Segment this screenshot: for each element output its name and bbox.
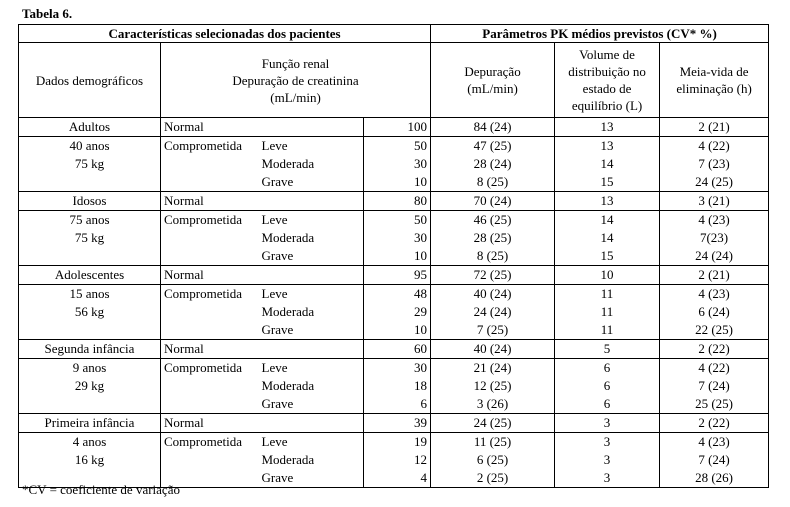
table-row — [19, 340, 769, 359]
header-volume-distribution: Volume de distribuição no estado de equilíbrio (L) — [555, 43, 660, 118]
half-life-value-column — [660, 433, 769, 488]
group-name: Adultos — [19, 118, 161, 137]
volume-value-column — [555, 285, 660, 340]
group-name: Idosos — [19, 192, 161, 211]
severity-label: Grave — [261, 322, 294, 337]
severity-label-column — [259, 433, 364, 488]
clearance-value-column — [431, 285, 555, 340]
clearance-value-column — [431, 433, 555, 488]
severity-label: Grave — [261, 396, 294, 411]
clearance-value: 24 (25) — [431, 414, 555, 433]
creatinine-clearance: 10 — [414, 248, 428, 263]
severity-empty — [259, 266, 364, 285]
half-life-value-column — [660, 137, 769, 192]
clearance-value: 12 (25) — [473, 378, 512, 393]
severity-empty — [259, 118, 364, 137]
demographics — [19, 211, 161, 266]
half-life-value: 4 (23) — [698, 286, 730, 301]
volume-value: 6 — [603, 378, 611, 393]
half-life-value: 2 (22) — [660, 340, 769, 359]
severity-label: Grave — [261, 174, 294, 189]
volume-value: 15 — [600, 248, 614, 263]
renal-status-impaired: Comprometida — [161, 433, 259, 488]
clearance-value: 46 (25) — [473, 212, 512, 227]
creatinine-clearance-column — [364, 137, 431, 192]
severity-label: Grave — [261, 470, 294, 485]
volume-value: 6 — [603, 396, 611, 411]
demographic-line: 75 kg — [74, 230, 105, 245]
demographic-line: 9 anos — [72, 360, 107, 375]
renal-status-normal: Normal — [161, 192, 259, 211]
clearance-value: 8 (25) — [476, 174, 509, 189]
header-patient-characteristics: Características selecionadas dos pacientes — [19, 25, 431, 43]
clearance-value: 24 (24) — [473, 304, 512, 319]
volume-value: 14 — [600, 156, 614, 171]
volume-value: 5 — [555, 340, 660, 359]
half-life-value: 7 (23) — [698, 156, 730, 171]
creatinine-clearance: 6 — [420, 396, 428, 411]
severity-label: Moderada — [261, 452, 315, 467]
half-life-value-column — [660, 285, 769, 340]
creatinine-clearance-column — [364, 211, 431, 266]
demographic-line: 4 anos — [72, 434, 107, 449]
creatinine-clearance: 4 — [420, 470, 428, 485]
volume-value: 3 — [603, 434, 611, 449]
demographics — [19, 285, 161, 340]
half-life-value: 2 (22) — [660, 414, 769, 433]
half-life-value: 6 (24) — [698, 304, 730, 319]
demographic-line: 40 anos — [69, 138, 110, 153]
creatinine-clearance: 60 — [364, 340, 431, 359]
table-row — [19, 414, 769, 433]
severity-label: Leve — [261, 434, 288, 449]
header-pk-parameters: Parâmetros PK médios previstos (CV* %) — [431, 25, 769, 43]
severity-label: Moderada — [261, 230, 315, 245]
clearance-value: 84 (24) — [431, 118, 555, 137]
demographics — [19, 433, 161, 488]
half-life-value: 4 (23) — [698, 212, 730, 227]
volume-value: 11 — [600, 304, 614, 319]
clearance-value: 2 (25) — [476, 470, 509, 485]
renal-status-normal: Normal — [161, 340, 259, 359]
clearance-value-column — [431, 137, 555, 192]
volume-value: 14 — [600, 212, 614, 227]
table-row — [19, 118, 769, 137]
half-life-value: 7 (24) — [698, 378, 730, 393]
half-life-value: 24 (24) — [695, 248, 734, 263]
renal-status-impaired: Comprometida — [161, 359, 259, 414]
renal-status-impaired: Comprometida — [161, 285, 259, 340]
clearance-value: 3 (26) — [476, 396, 509, 411]
half-life-value: 2 (21) — [660, 266, 769, 285]
half-life-value: 22 (25) — [695, 322, 734, 337]
volume-value: 15 — [600, 174, 614, 189]
half-life-value: 3 (21) — [660, 192, 769, 211]
creatinine-clearance-column — [364, 285, 431, 340]
table-row — [19, 266, 769, 285]
clearance-value: 40 (24) — [473, 286, 512, 301]
table-row — [19, 211, 769, 266]
creatinine-clearance: 10 — [414, 174, 428, 189]
creatinine-clearance: 30 — [414, 156, 428, 171]
volume-value: 3 — [603, 452, 611, 467]
pk-parameters-table — [18, 24, 769, 488]
renal-status-normal: Normal — [161, 266, 259, 285]
demographic-line: 15 anos — [69, 286, 110, 301]
clearance-value-column — [431, 359, 555, 414]
demographic-line: 75 anos — [69, 212, 110, 227]
volume-value-column — [555, 137, 660, 192]
severity-label: Moderada — [261, 378, 315, 393]
volume-value: 3 — [603, 470, 611, 485]
group-name: Segunda infância — [19, 340, 161, 359]
creatinine-clearance: 80 — [364, 192, 431, 211]
clearance-value: 7 (25) — [476, 322, 509, 337]
half-life-value: 24 (25) — [695, 174, 734, 189]
half-life-value: 4 (22) — [698, 138, 730, 153]
creatinine-clearance: 10 — [414, 322, 428, 337]
table-row — [19, 137, 769, 192]
severity-empty — [259, 340, 364, 359]
volume-value: 3 — [555, 414, 660, 433]
clearance-value: 47 (25) — [473, 138, 512, 153]
demographic-line: 75 kg — [74, 156, 105, 171]
creatinine-clearance-column — [364, 359, 431, 414]
table-row — [19, 192, 769, 211]
clearance-value: 6 (25) — [476, 452, 509, 467]
volume-value: 13 — [600, 138, 614, 153]
demographics — [19, 359, 161, 414]
volume-value: 14 — [600, 230, 614, 245]
clearance-value: 21 (24) — [473, 360, 512, 375]
creatinine-clearance: 95 — [364, 266, 431, 285]
header-demographics: Dados demográficos — [19, 43, 161, 118]
volume-value: 6 — [603, 360, 611, 375]
severity-label-column — [259, 359, 364, 414]
clearance-value: 40 (24) — [431, 340, 555, 359]
creatinine-clearance: 30 — [414, 230, 428, 245]
creatinine-clearance: 29 — [414, 304, 428, 319]
creatinine-clearance: 50 — [414, 212, 428, 227]
severity-label: Leve — [261, 212, 288, 227]
renal-status-normal: Normal — [161, 118, 259, 137]
creatinine-clearance: 50 — [414, 138, 428, 153]
header-renal-function: Função renal Depuração de creatinina (mL/min) — [161, 43, 431, 118]
clearance-value-column — [431, 211, 555, 266]
clearance-value: 11 (25) — [473, 434, 512, 449]
half-life-value: 4 (23) — [698, 434, 730, 449]
severity-label-column — [259, 137, 364, 192]
demographics — [19, 137, 161, 192]
half-life-value: 7(23) — [699, 230, 729, 245]
creatinine-clearance: 48 — [414, 286, 428, 301]
volume-value: 13 — [555, 192, 660, 211]
volume-value-column — [555, 433, 660, 488]
severity-label: Grave — [261, 248, 294, 263]
clearance-value: 70 (24) — [431, 192, 555, 211]
creatinine-clearance: 19 — [414, 434, 428, 449]
half-life-value-column — [660, 359, 769, 414]
severity-label: Moderada — [261, 156, 315, 171]
renal-status-impaired: Comprometida — [161, 137, 259, 192]
header-half-life: Meia-vida de eliminação (h) — [660, 43, 769, 118]
group-name: Primeira infância — [19, 414, 161, 433]
volume-value: 10 — [555, 266, 660, 285]
clearance-value: 8 (25) — [476, 248, 509, 263]
creatinine-clearance: 12 — [414, 452, 428, 467]
half-life-value: 2 (21) — [660, 118, 769, 137]
severity-label-column — [259, 285, 364, 340]
demographic-line: 29 kg — [74, 378, 105, 393]
half-life-value-column — [660, 211, 769, 266]
creatinine-clearance-column — [364, 433, 431, 488]
creatinine-clearance: 100 — [364, 118, 431, 137]
clearance-value: 28 (25) — [473, 230, 512, 245]
severity-empty — [259, 192, 364, 211]
half-life-value: 28 (26) — [695, 470, 734, 485]
table-title: Tabela 6. — [22, 6, 73, 21]
severity-label-column — [259, 211, 364, 266]
creatinine-clearance: 30 — [414, 360, 428, 375]
half-life-value: 25 (25) — [695, 396, 734, 411]
table-body — [19, 118, 769, 488]
volume-value-column — [555, 211, 660, 266]
header-clearance: Depuração (mL/min) — [431, 43, 555, 118]
half-life-value: 7 (24) — [698, 452, 730, 467]
clearance-value: 72 (25) — [431, 266, 555, 285]
volume-value: 11 — [600, 322, 614, 337]
demographic-line: 56 kg — [74, 304, 105, 319]
severity-empty — [259, 414, 364, 433]
renal-status-normal: Normal — [161, 414, 259, 433]
severity-label: Leve — [261, 138, 288, 153]
severity-label: Moderada — [261, 304, 315, 319]
table-row — [19, 359, 769, 414]
renal-status-impaired: Comprometida — [161, 211, 259, 266]
group-name: Adolescentes — [19, 266, 161, 285]
severity-label: Leve — [261, 286, 288, 301]
volume-value: 11 — [600, 286, 614, 301]
table-row — [19, 285, 769, 340]
severity-label: Leve — [261, 360, 288, 375]
creatinine-clearance: 39 — [364, 414, 431, 433]
table-row — [19, 433, 769, 488]
demographic-line: 16 kg — [74, 452, 105, 467]
creatinine-clearance: 18 — [414, 378, 428, 393]
clearance-value: 28 (24) — [473, 156, 512, 171]
volume-value: 13 — [555, 118, 660, 137]
volume-value-column — [555, 359, 660, 414]
footnote: *CV = coeficiente de variação — [22, 482, 180, 497]
half-life-value: 4 (22) — [698, 360, 730, 375]
